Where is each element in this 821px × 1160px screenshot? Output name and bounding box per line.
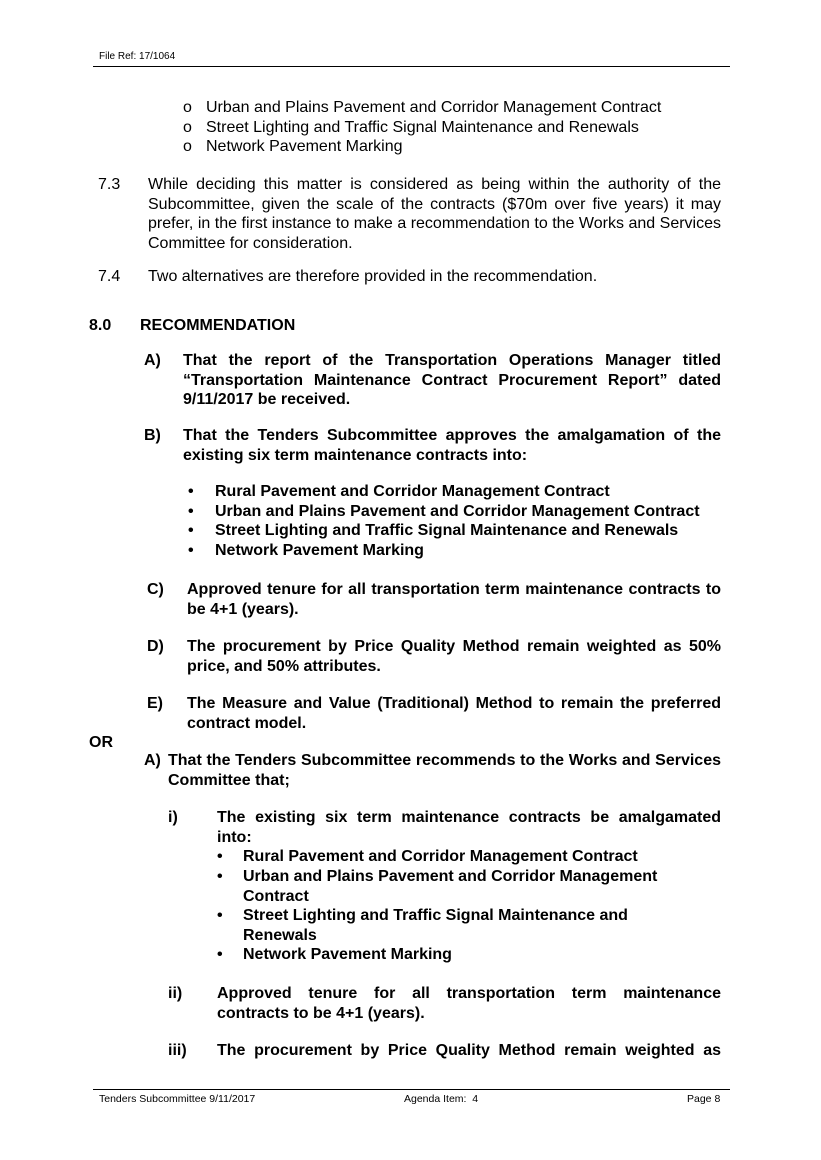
recommendation-b: That the Tenders Subcommittee approves the amalgamation of the existing six term maintenance contracts into:	[183, 427, 721, 464]
item-label: C)	[147, 581, 164, 598]
footer-agenda-item: Agenda Item: 4	[404, 1093, 479, 1105]
bullet-marker: •	[217, 868, 223, 885]
recommendation-e: The Measure and Value (Traditional) Method to remain the preferred contract model.	[187, 695, 721, 732]
item-label: D)	[147, 638, 164, 655]
item-label: i)	[168, 809, 178, 826]
list-item: Network Pavement Marking	[215, 542, 424, 559]
footer-rule	[93, 1089, 730, 1090]
footer-meeting: Tenders Subcommittee 9/11/2017	[99, 1093, 256, 1105]
paragraph-7-3: While deciding this matter is considered as being within the authority of the Subcommittee, given the scale of the contracts ($70m over five years) it may prefer, in the first instance to make a recommendation to the Works and Services Committee for consideration.	[148, 176, 721, 252]
bullet-marker: •	[188, 542, 194, 559]
file-reference: File Ref: 17/1064	[99, 51, 176, 62]
list-item: Urban and Plains Pavement and Corridor Management Contract	[243, 868, 658, 905]
paragraph-number: 7.3	[98, 176, 121, 193]
list-item: Rural Pavement and Corridor Management Contract	[215, 483, 610, 500]
item-label: A)	[144, 352, 161, 369]
list-item: Urban and Plains Pavement and Corridor Management Contract	[206, 99, 662, 116]
bullet-marker: •	[188, 483, 194, 500]
section-number: 8.0	[89, 317, 112, 334]
paragraph-7-4: Two alternatives are therefore provided in the recommendation.	[148, 268, 598, 285]
list-item: Street Lighting and Traffic Signal Maintenance and Renewals	[243, 907, 628, 944]
list-item: Street Lighting and Traffic Signal Maintenance and Renewals	[206, 119, 639, 136]
header-rule	[93, 66, 730, 67]
list-item: Street Lighting and Traffic Signal Maintenance and Renewals	[215, 522, 679, 539]
alternative-item-i: The existing six term maintenance contracts be amalgamated into:	[217, 809, 721, 846]
item-label: ii)	[168, 985, 183, 1002]
alternative-item-iii: The procurement by Price Quality Method remain weighted as	[217, 1042, 721, 1059]
page-number: Page 8	[687, 1093, 721, 1105]
alternative-item-ii: Approved tenure for all transportation term maintenance contracts to be 4+1 (years).	[217, 985, 721, 1022]
bullet-marker: o	[183, 99, 192, 116]
item-label: A)	[144, 752, 161, 769]
or-label: OR	[89, 734, 113, 751]
item-label: E)	[147, 695, 163, 712]
bullet-marker: •	[188, 503, 194, 520]
list-item: Urban and Plains Pavement and Corridor Management Contract	[215, 503, 700, 520]
bullet-marker: •	[217, 907, 223, 924]
recommendation-c: Approved tenure for all transportation term maintenance contracts to be 4+1 (years).	[187, 581, 721, 618]
list-item: Rural Pavement and Corridor Management Contract	[243, 848, 638, 865]
list-item: Network Pavement Marking	[206, 138, 403, 155]
alternative-recommendation-a: That the Tenders Subcommittee recommends to the Works and Services Committee that;	[168, 752, 721, 789]
bullet-marker: •	[188, 522, 194, 539]
list-item: Network Pavement Marking	[243, 946, 452, 963]
paragraph-number: 7.4	[98, 268, 121, 285]
bullet-marker: o	[183, 119, 192, 136]
section-title: RECOMMENDATION	[140, 317, 296, 334]
recommendation-d: The procurement by Price Quality Method remain weighted as 50% price, and 50% attributes.	[187, 638, 721, 675]
bullet-marker: o	[183, 138, 192, 155]
item-label: iii)	[168, 1042, 187, 1059]
bullet-marker: •	[217, 946, 223, 963]
recommendation-a: That the report of the Transportation Operations Manager titled “Transportation Maintenance Contract Procurement Report” dated 9/11/2017 be received.	[183, 352, 721, 408]
item-label: B)	[144, 427, 161, 444]
bullet-marker: •	[217, 848, 223, 865]
